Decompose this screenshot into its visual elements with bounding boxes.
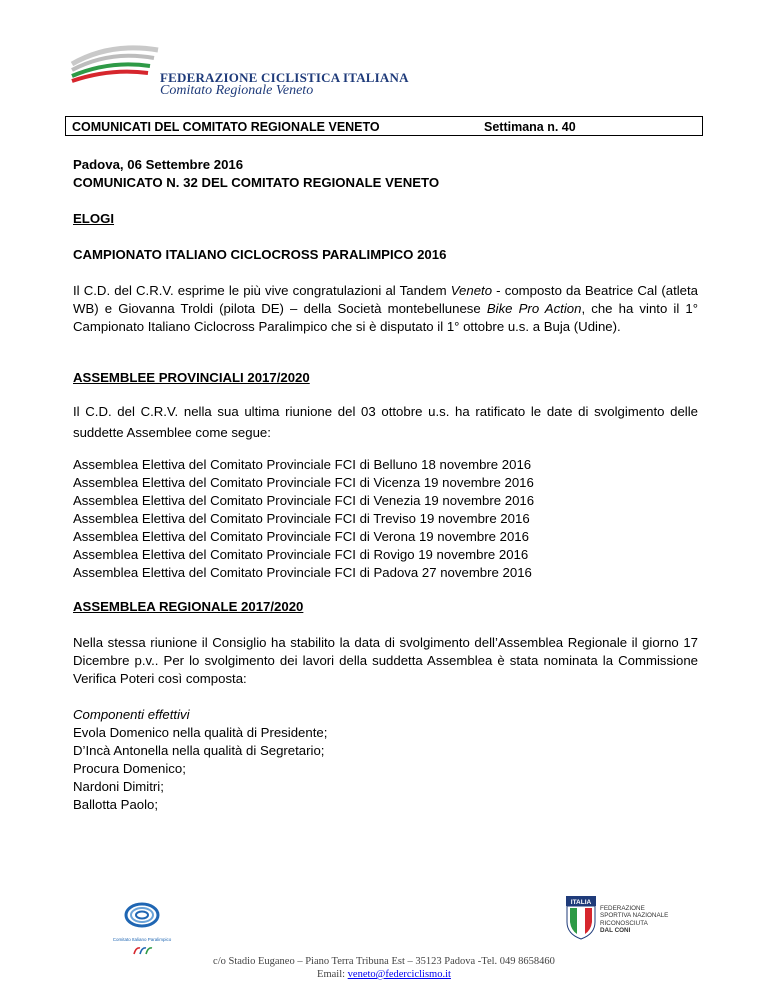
list-item: Assemblea Elettiva del Comitato Provinciale FCI di Treviso 19 novembre 2016: [73, 511, 530, 526]
cip-logo-text: Comitato Italiano Paralimpico: [112, 937, 172, 942]
elogi-tandem: Veneto: [450, 283, 493, 298]
list-item: Assemblea Elettiva del Comitato Provinciale FCI di Rovigo 19 novembre 2016: [73, 547, 529, 562]
list-item: Nardoni Dimitri;: [73, 779, 164, 794]
list-item: Evola Domenico nella qualità di Presidente;: [73, 725, 328, 740]
footer-email-line: [0, 968, 768, 981]
elogi-text: Il C.D. del C.R.V. esprime le più vive congratulazioni al Tandem: [73, 283, 451, 298]
org-name: FEDERAZIONE CICLISTICA ITALIANA: [160, 70, 409, 85]
coni-badge: [566, 896, 681, 942]
section-heading-assemblea-regionale: ASSEMBLEA REGIONALE 2017/2020: [73, 599, 304, 614]
elogi-club: Bike Pro Action: [486, 301, 582, 316]
list-item: Procura Domenico;: [73, 761, 186, 776]
svg-text:ITALIA: ITALIA: [570, 899, 592, 906]
coni-line: DAL CONI: [600, 926, 631, 934]
email-link[interactable]: veneto@federciclismo.it: [347, 969, 451, 980]
coni-line: RICONOSCIUTA: [600, 919, 648, 927]
place-date: Padova, 06 Settembre 2016: [73, 157, 244, 172]
coni-line: FEDERAZIONE: [600, 905, 645, 912]
footer-email-label: Email:: [317, 969, 348, 980]
footer: [0, 955, 768, 981]
fci-logo-icon: [70, 40, 160, 86]
section-heading-elogi: ELOGI: [73, 211, 115, 226]
list-item: Assemblea Elettiva del Comitato Provinciale FCI di Vicenza 19 novembre 2016: [73, 475, 534, 490]
header-box: [65, 116, 703, 136]
list-item: Assemblea Elettiva del Comitato Provinciale FCI di Padova 27 novembre 2016: [73, 565, 532, 580]
document-body: [73, 156, 698, 814]
subheading-ciclocross: CAMPIONATO ITALIANO CICLOCROSS PARALIMPICO 2016: [73, 247, 447, 262]
elogi-text: , che ha vinto il 1° Campionato Italiano Ciclocross Paralimpico che si è disputato il 1° ottobre u.s. a Buja (Udine).: [73, 301, 698, 334]
list-item: Assemblea Elettiva del Comitato Provinciale FCI di Belluno 18 novembre 2016: [73, 457, 532, 472]
coni-shield-icon: [566, 896, 596, 940]
header-title: COMUNICATI DEL COMITATO REGIONALE VENETO: [72, 120, 380, 134]
elogi-text: - composto da Beatrice Cal (atleta WB) e Giovanna Troldi (pilota DE) – della Società montebellunese: [73, 283, 698, 316]
coni-line: SPORTIVA NAZIONALE: [600, 912, 669, 920]
week-number: Settimana n. 40: [484, 120, 576, 134]
assemblee-intro: Il C.D. del C.R.V. nella sua ultima riunione del 03 ottobre u.s. ha ratificato le date di svolgimento delle suddette Assemblee come segue:: [73, 404, 698, 440]
list-item: D’Incà Antonella nella qualità di Segretario;: [73, 743, 325, 758]
communique-title: COMUNICATO N. 32 DEL COMITATO REGIONALE VENETO: [73, 175, 440, 190]
paralympic-agitos-icon: [112, 946, 172, 955]
cip-swirl-icon: [112, 900, 172, 934]
members-label: Componenti effettivi: [73, 707, 190, 722]
assemblee-list: [73, 456, 698, 582]
cip-logo: [112, 900, 172, 945]
elogi-paragraph: [73, 282, 698, 336]
assemblea-regionale-text: Nella stessa riunione il Consiglio ha stabilito la data di svolgimento dell’Assemblea Regionale il giorno 17 Dicembre p.v.. Per lo svolgimento dei lavori della suddetta Assemblea è stata nominata la Commissione Verifica Poteri così composta:: [73, 635, 698, 686]
list-item: Assemblea Elettiva del Comitato Provinciale FCI di Venezia 19 novembre 2016: [73, 493, 535, 508]
list-item: Ballotta Paolo;: [73, 797, 159, 812]
list-item: Assemblea Elettiva del Comitato Provinciale FCI di Verona 19 novembre 2016: [73, 529, 529, 544]
org-subtitle: Comitato Regionale Veneto: [160, 83, 314, 98]
footer-address: c/o Stadio Euganeo – Piano Terra Tribuna Est – 35123 Padova -Tel. 049 8658460: [213, 956, 555, 967]
coni-badge-text: [600, 905, 668, 934]
section-heading-assemblee-provinciali: ASSEMBLEE PROVINCIALI 2017/2020: [73, 370, 310, 385]
